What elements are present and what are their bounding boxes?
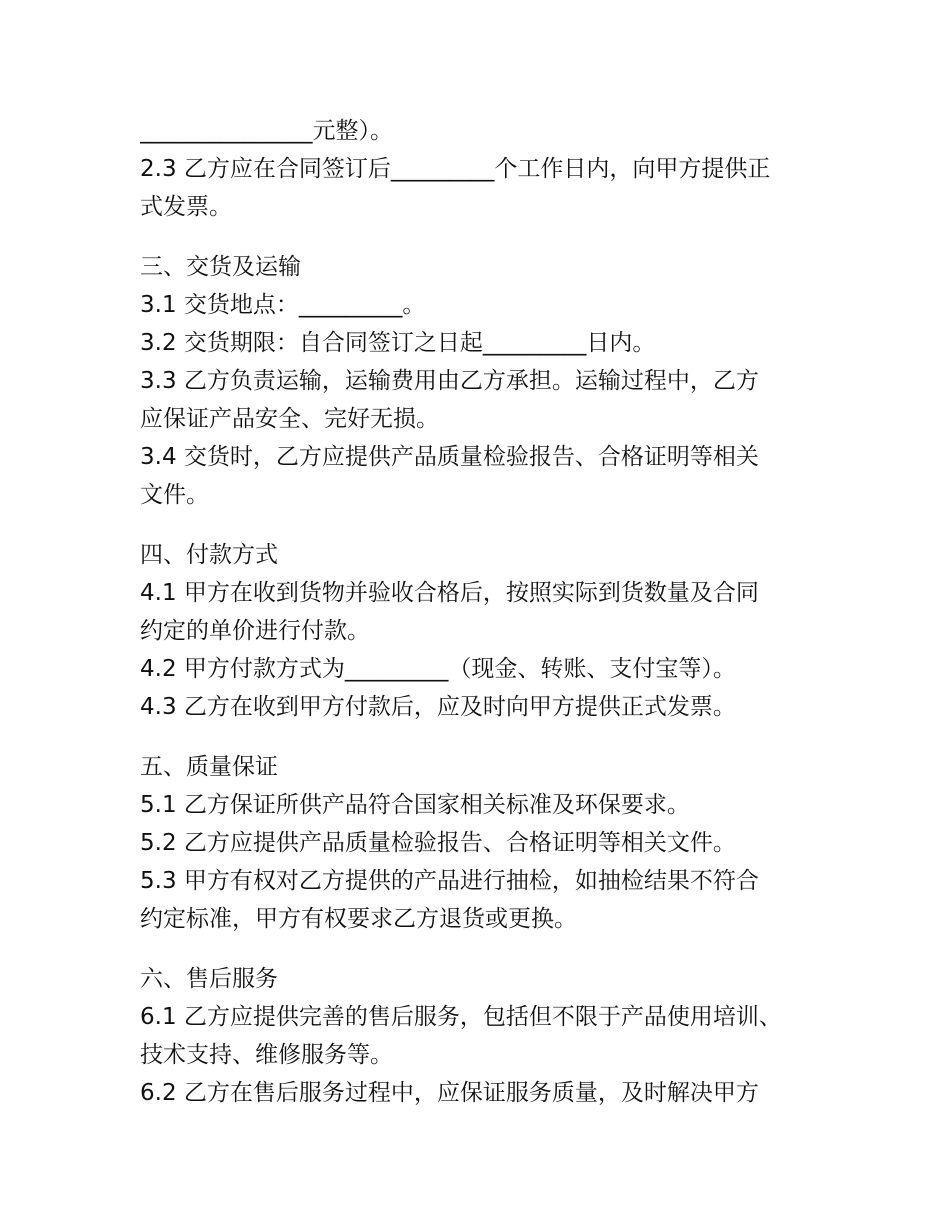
text-line: 2.3 乙方应在合同签订后_________个工作日内，向甲方提供正 (140, 156, 771, 182)
text-line: 应保证产品安全、完好无损。 (140, 406, 439, 432)
text-line: 3.3 乙方负责运输，运输费用由乙方承担。运输过程中，乙方 (140, 368, 759, 394)
text-line: 3.1 交货地点：_________。 (140, 292, 426, 318)
text-line: 3.2 交货期限：自合同签订之日起_________日内。 (140, 330, 656, 356)
text-line: 3.4 交货时，乙方应提供产品质量检验报告、合格证明等相关 (140, 444, 759, 470)
text-line: _______________元整）。 (140, 118, 393, 144)
section-heading: 三、交货及运输 (140, 254, 301, 280)
section-heading: 六、售后服务 (140, 966, 278, 992)
text-line: 4.2 甲方付款方式为_________（现金、转账、支付宝等）。 (140, 656, 736, 682)
text-line: 约定的单价进行付款。 (140, 618, 370, 644)
text-line: 技术支持、维修服务等。 (140, 1042, 393, 1068)
text-line: 文件。 (140, 482, 209, 508)
text-line: 式发票。 (140, 194, 232, 220)
text-line: 4.1 甲方在收到货物并验收合格后，按照实际到货数量及合同 (140, 580, 759, 606)
text-line: 约定标准，甲方有权要求乙方退货或更换。 (140, 906, 577, 932)
text-line: 6.1 乙方应提供完善的售后服务，包括但不限于产品使用培训、 (140, 1004, 782, 1030)
text-line: 5.3 甲方有权对乙方提供的产品进行抽检，如抽检结果不符合 (140, 868, 759, 894)
text-line: 5.1 乙方保证所供产品符合国家相关标准及环保要求。 (140, 792, 690, 818)
text-line: 5.2 乙方应提供产品质量检验报告、合格证明等相关文件。 (140, 830, 736, 856)
section-heading: 五、质量保证 (140, 754, 278, 780)
text-line: 4.3 乙方在收到甲方付款后，应及时向甲方提供正式发票。 (140, 694, 736, 720)
text-line: 6.2 乙方在售后服务过程中，应保证服务质量，及时解决甲方 (140, 1080, 759, 1106)
section-heading: 四、付款方式 (140, 542, 278, 568)
